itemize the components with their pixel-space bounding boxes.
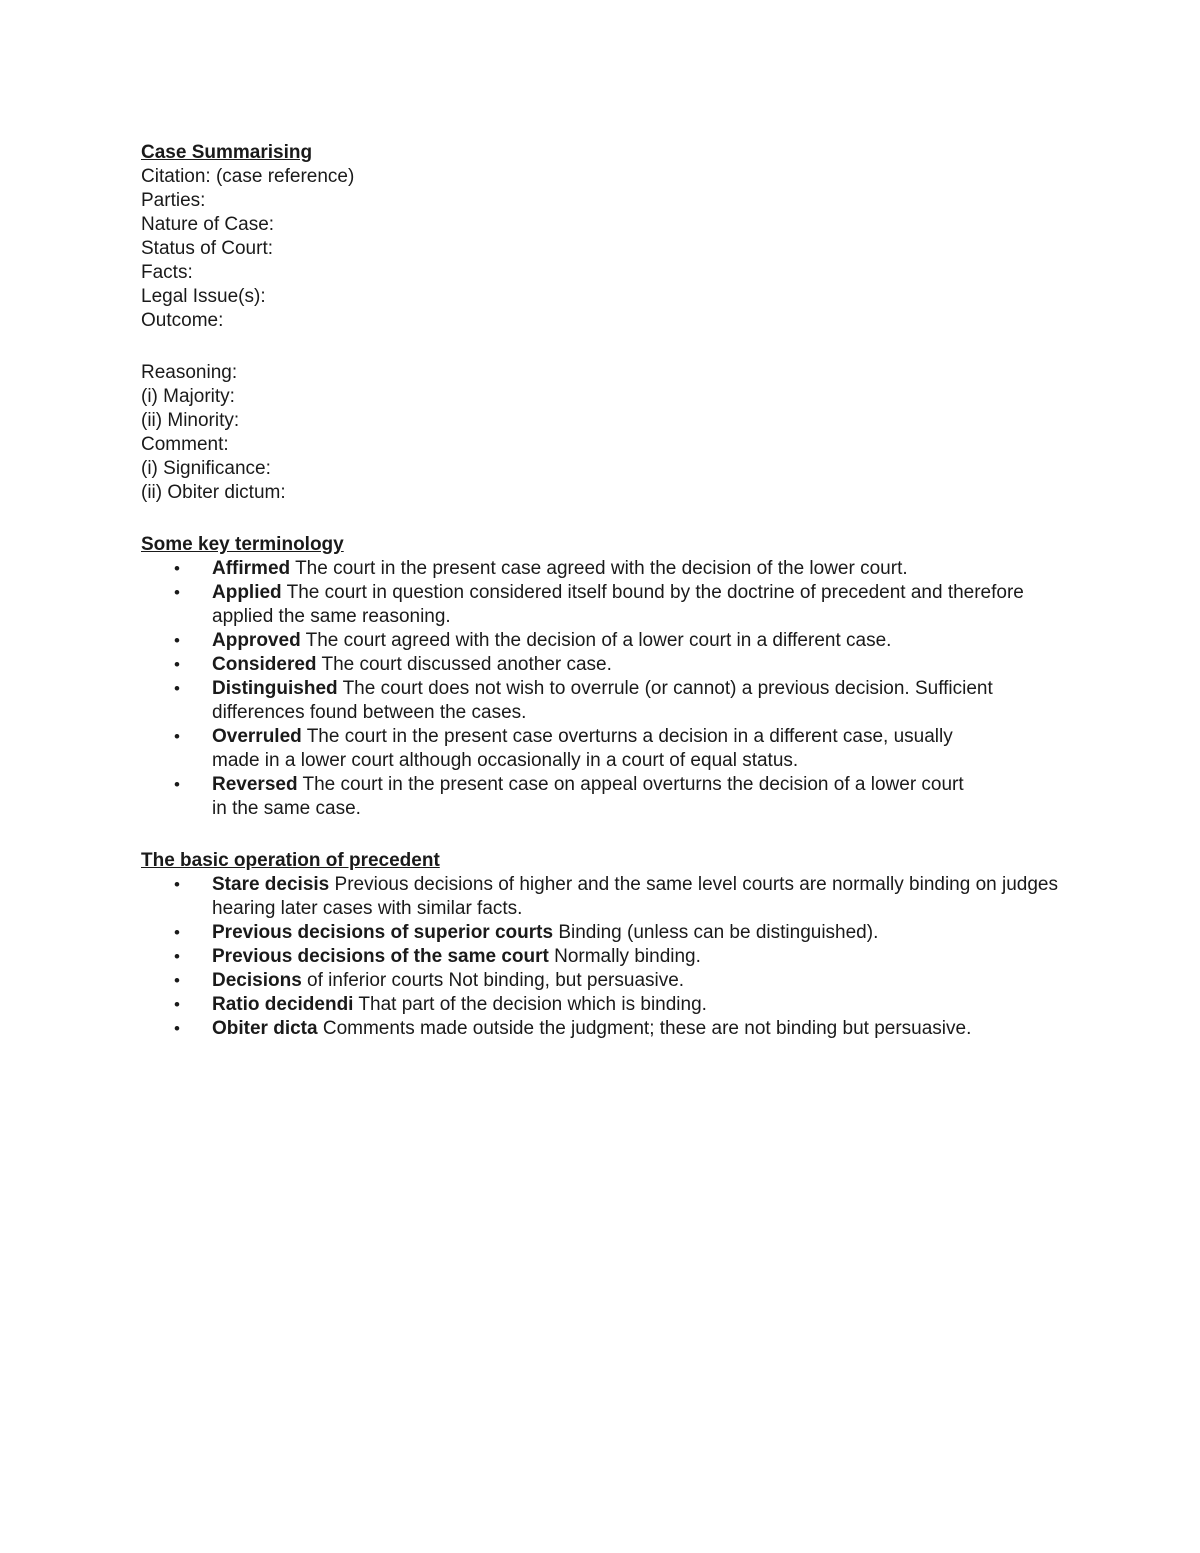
bullet-icon: • (174, 775, 180, 794)
term-description: Binding (unless can be distinguished). (558, 922, 879, 943)
field-status-of-court: Status of Court: (141, 238, 274, 259)
list-item (141, 581, 1061, 629)
term-description: That part of the decision which is binding. (358, 994, 707, 1015)
field-facts: Facts: (141, 262, 193, 283)
term-label: Previous decisions of the same court (212, 946, 549, 967)
term-label: Ratio decidendi (212, 994, 354, 1015)
bullet-icon: • (174, 559, 180, 578)
term-description: The court in the present case on appeal overturns the decision of a lower court in the same case. (212, 774, 964, 819)
list-item (141, 969, 1061, 993)
bullet-icon: • (174, 995, 180, 1014)
term-description: The court agreed with the decision of a lower court in a different case. (305, 630, 892, 651)
bullet-icon: • (174, 679, 180, 698)
field-nature-of-case: Nature of Case: (141, 214, 275, 235)
term-description: The court in the present case agreed with the decision of the lower court. (295, 558, 908, 579)
field-majority: (i) Majority: (141, 386, 235, 407)
field-minority: (ii) Minority: (141, 410, 240, 431)
list-item (141, 653, 1061, 677)
bullet-icon: • (174, 1019, 180, 1038)
term-description: Normally binding. (554, 946, 701, 967)
term-label: Considered (212, 654, 317, 675)
field-obiter-dictum: (ii) Obiter dictum: (141, 482, 286, 503)
field-comment: Comment: (141, 434, 229, 455)
bullet-icon: • (174, 875, 180, 894)
field-reasoning: Reasoning: (141, 362, 238, 383)
bullet-icon: • (174, 727, 180, 746)
term-description: Previous decisions of higher and the same level courts are normally binding on judges hearing later cases with similar facts. (212, 874, 1058, 919)
term-label: Reversed (212, 774, 298, 795)
field-citation: Citation: (case reference) (141, 166, 355, 187)
list-item (141, 993, 1061, 1017)
term-description: of inferior courts Not binding, but persuasive. (307, 970, 685, 991)
list-item (141, 921, 1061, 945)
bullet-icon: • (174, 655, 180, 674)
spacer (141, 821, 1061, 849)
term-description: The court does not wish to overrule (or cannot) a previous decision. Sufficient differences found between the cases. (212, 678, 993, 723)
term-label: Applied (212, 582, 282, 603)
list-item (141, 945, 1061, 969)
case-summarising-heading: Case Summarising (141, 142, 313, 163)
terminology-list (141, 557, 1061, 821)
bullet-icon: • (174, 583, 180, 602)
list-item (141, 873, 1061, 921)
list-item (141, 1017, 1061, 1041)
bullet-icon: • (174, 923, 180, 942)
term-label: Decisions (212, 970, 302, 991)
terminology-heading: Some key terminology (141, 534, 344, 555)
bullet-icon: • (174, 947, 180, 966)
term-label: Previous decisions of superior courts (212, 922, 554, 943)
list-item (141, 725, 992, 773)
term-description: The court in question considered itself bound by the doctrine of precedent and therefore applied the same reasoning. (212, 582, 1024, 627)
term-label: Overruled (212, 726, 302, 747)
bullet-icon: • (174, 631, 180, 650)
precedent-heading: The basic operation of precedent (141, 850, 440, 871)
spacer (141, 333, 1061, 361)
list-item (141, 773, 972, 821)
list-item (141, 629, 1061, 653)
term-label: Stare decisis (212, 874, 330, 895)
spacer (141, 505, 1061, 533)
list-item (141, 677, 1012, 725)
field-outcome: Outcome: (141, 310, 224, 331)
list-item (141, 557, 1061, 581)
term-label: Obiter dicta (212, 1018, 318, 1039)
term-description: Comments made outside the judgment; these are not binding but persuasive. (322, 1018, 972, 1039)
term-label: Approved (212, 630, 301, 651)
field-legal-issues: Legal Issue(s): (141, 286, 266, 307)
field-parties: Parties: (141, 190, 206, 211)
field-significance: (i) Significance: (141, 458, 271, 479)
term-label: Affirmed (212, 558, 291, 579)
term-description: The court in the present case overturns a decision in a different case, usually made in a lower court although occasionally in a court of equal status. (212, 726, 953, 771)
term-description: The court discussed another case. (321, 654, 612, 675)
document-content (141, 141, 1061, 1041)
term-label: Distinguished (212, 678, 338, 699)
bullet-icon: • (174, 971, 180, 990)
precedent-list (141, 873, 1061, 1041)
